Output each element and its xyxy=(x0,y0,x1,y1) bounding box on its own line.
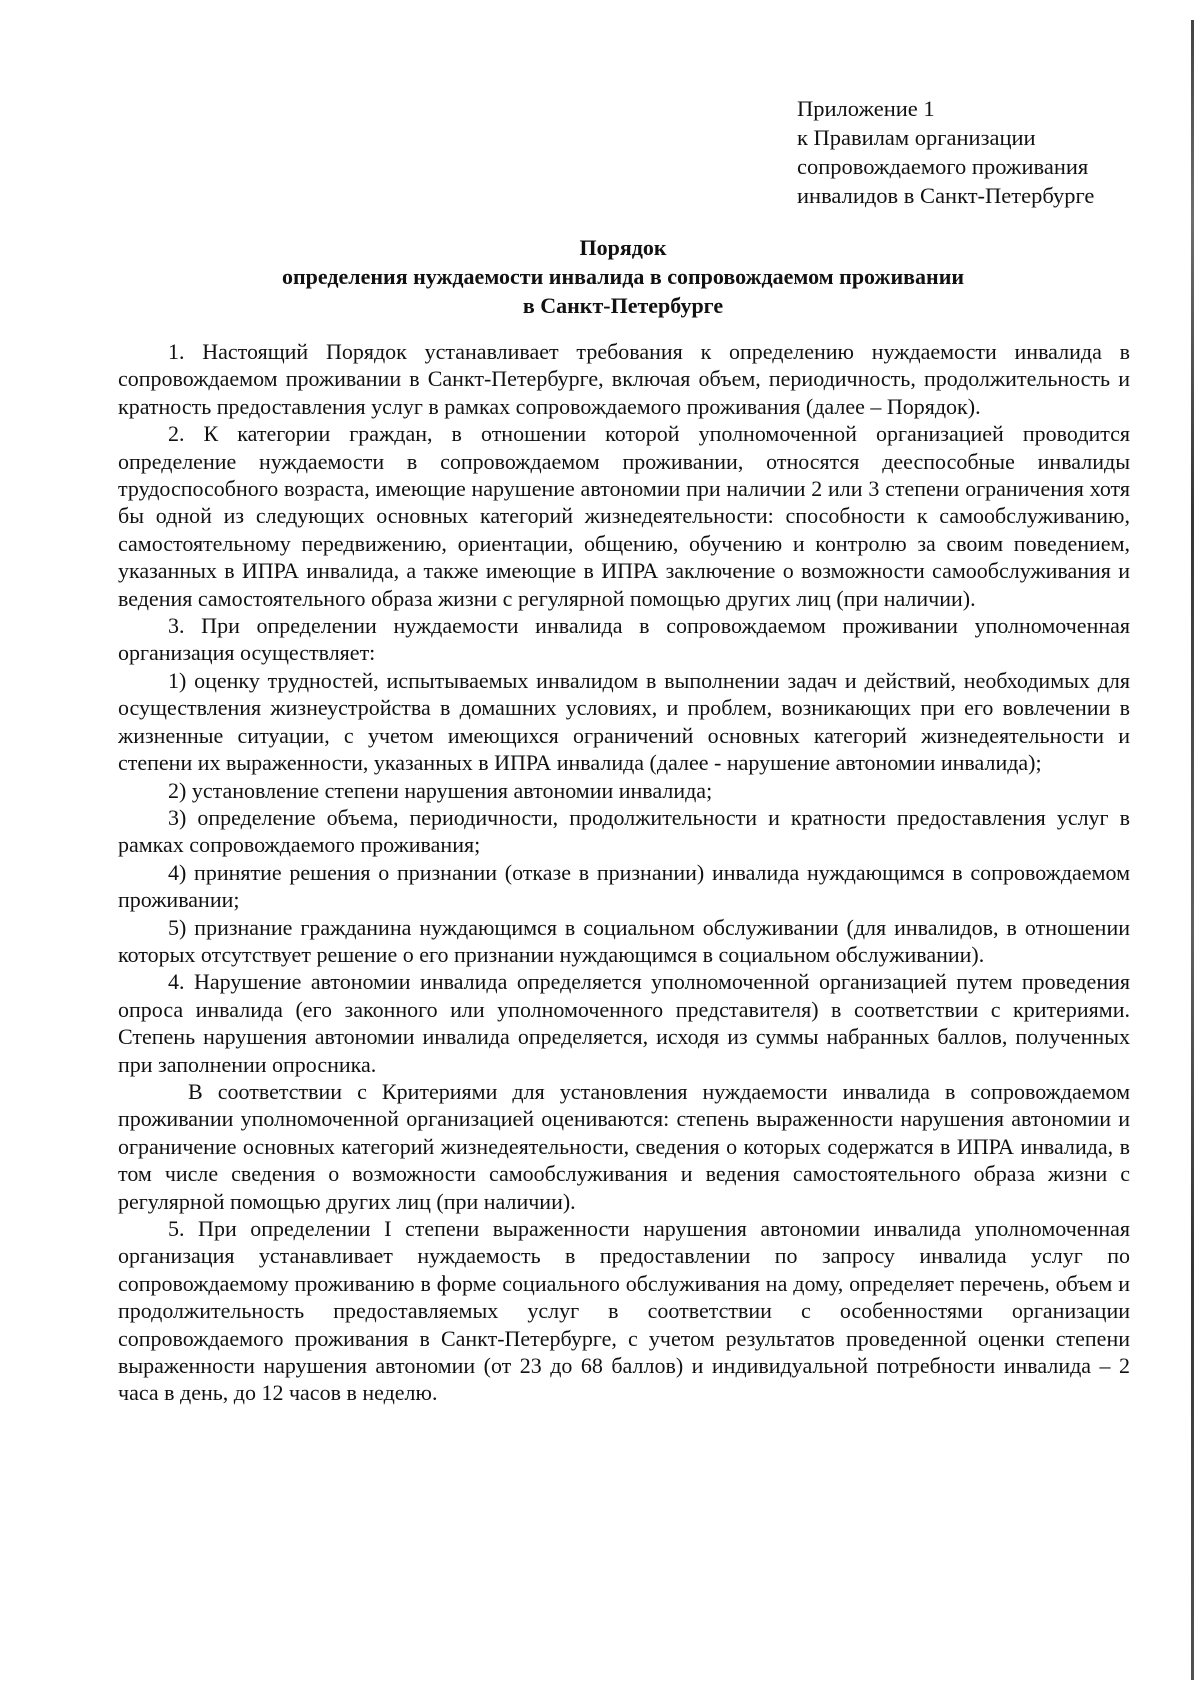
title-line: в Санкт-Петербурге xyxy=(522,293,724,318)
paragraph-4: 4. Нарушение автономии инвалида определяется уполномоченной организацией путем проведения опроса инвалида (его законного или уполномоченного представителя) в соответствии с критериями. Степень нарушения автономии инвалида определяется, исходя из суммы набранных баллов, полученных при заполнении опросника. xyxy=(118,969,1130,1077)
attachment-line: инвалидов в Санкт-Петербурге xyxy=(797,183,1095,208)
attachment-line: к Правилам организации xyxy=(797,125,1036,150)
title-line: определения нуждаемости инвалида в сопровождаемом проживании xyxy=(281,264,965,289)
document-body xyxy=(118,338,1130,1407)
paragraph-1: 1. Настоящий Порядок устанавливает требования к определению нуждаемости инвалида в сопровождаемом проживании в Санкт-Петербурге, включая объем, периодичность, продолжительность и кратность предоставления услуг в рамках сопровождаемого проживания (далее – Порядок). xyxy=(118,339,1130,419)
paragraph-3: 3. При определении нуждаемости инвалида в сопровождаемом проживании уполномоченная организация осуществляет: xyxy=(118,613,1130,666)
attachment-line: Приложение 1 xyxy=(797,96,935,121)
paragraph-3-item-3: 3) определение объема, периодичности, продолжительности и кратности предоставления услуг в рамках сопровождаемого проживания; xyxy=(118,804,1130,858)
attachment-header xyxy=(797,94,1177,210)
attachment-line: сопровождаемого проживания xyxy=(797,154,1089,179)
paragraph-3-item-1: 1) оценку трудностей, испытываемых инвалидом в выполнении задач и действий, необходимых для осуществления жизнеустройства в домашних условиях, и проблем, возникающих при его вовлечении в жизненные ситуации, с учетом имеющихся ограничений основных категорий жизнедеятельности и степени их выраженности, указанных в ИПРА инвалида (далее - нарушение автономии инвалида); xyxy=(118,667,1130,776)
paragraph-2: 2. К категории граждан, в отношении которой уполномоченной организацией проводится определение нуждаемости в сопровождаемом проживании, относятся дееспособные инвалиды трудоспособного возраста, имеющие нарушение автономии при наличии 2 или 3 степени ограничения хотя бы одной из следующих основных категорий жизнедеятельности: способности к самообслуживанию, самостоятельному передвижению, ориентации, общению, обучению и контролю за своим поведением, указанных в ИПРА инвалида, а также имеющие в ИПРА заключение о возможности самообслуживания и ведения самостоятельного образа жизни с регулярной помощью других лиц (при наличии). xyxy=(118,421,1130,611)
paragraph-3-item-4: 4) принятие решения о признании (отказе в признании) инвалида нуждающимся в сопровождаемом проживании; xyxy=(118,859,1130,913)
document-title xyxy=(118,233,1128,320)
paragraph-4-continuation: В соответствии с Критериями для установления нуждаемости инвалида в сопровождаемом проживании уполномоченной организацией оцениваются: степень выраженности нарушения автономии и ограничение основных категорий жизнедеятельности, сведения о которых содержатся в ИПРА инвалида, в том числе сведения о возможности самообслуживания и ведения самостоятельного образа жизни с регулярной помощью других лиц (при наличии). xyxy=(118,1078,1130,1214)
paragraph-5: 5. При определении I степени выраженности нарушения автономии инвалида уполномоченная организация устанавливает нуждаемость в предоставлении по запросу инвалида услуг по сопровождаемому проживанию в форме социального обслуживания на дому, определяет перечень, объем и продолжительность предоставляемых услуг в соответствии с особенностями организации сопровождаемого проживания в Санкт-Петербурге, с учетом результатов проведенной оценки степени выраженности нарушения автономии (от 23 до 68 баллов) и индивидуальной потребности инвалида – 2 часа в день, до 12 часов в неделю. xyxy=(118,1216,1130,1406)
paragraph-3-item-2: 2) установление степени нарушения автономии инвалида; xyxy=(168,777,713,803)
paragraph-3-item-5: 5) признание гражданина нуждающимся в социальном обслуживании (для инвалидов, в отношении которых отсутствует решение о его признании нуждающимся в социальном обслуживании). xyxy=(118,914,1130,967)
title-line: Порядок xyxy=(579,235,667,260)
scan-edge xyxy=(1191,20,1194,1680)
